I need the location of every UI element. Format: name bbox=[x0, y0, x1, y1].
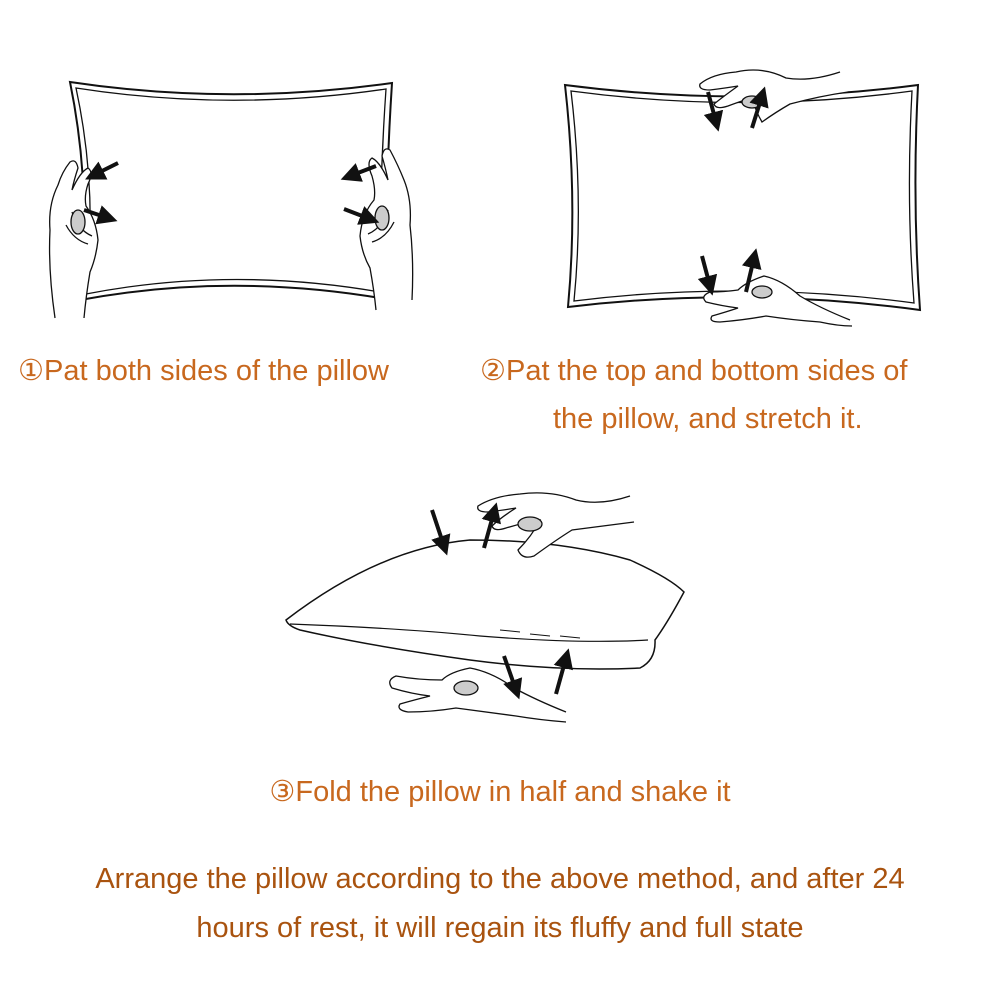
summary-line1: Arrange the pillow according to the above method, and after 24 bbox=[95, 863, 905, 895]
step2-caption-line2: the pillow, and stretch it. bbox=[553, 403, 863, 435]
step3-caption: ③Fold the pillow in half and shake it bbox=[269, 776, 731, 808]
step2-pillow bbox=[565, 85, 920, 310]
step2-illustration bbox=[565, 70, 920, 326]
step3-bottom-hand bbox=[390, 668, 566, 722]
summary-text bbox=[0, 855, 1000, 953]
step1-caption: ①Pat both sides of the pillow bbox=[18, 355, 389, 387]
step3-folded-pillow bbox=[286, 540, 684, 669]
step1-pillow bbox=[70, 82, 392, 300]
step1-illustration bbox=[50, 82, 413, 318]
summary-line2: hours of rest, it will regain its fluffy and full state bbox=[196, 912, 804, 944]
step3-illustration bbox=[286, 493, 684, 722]
step2-caption-line1: ②Pat the top and bottom sides of bbox=[480, 355, 908, 387]
